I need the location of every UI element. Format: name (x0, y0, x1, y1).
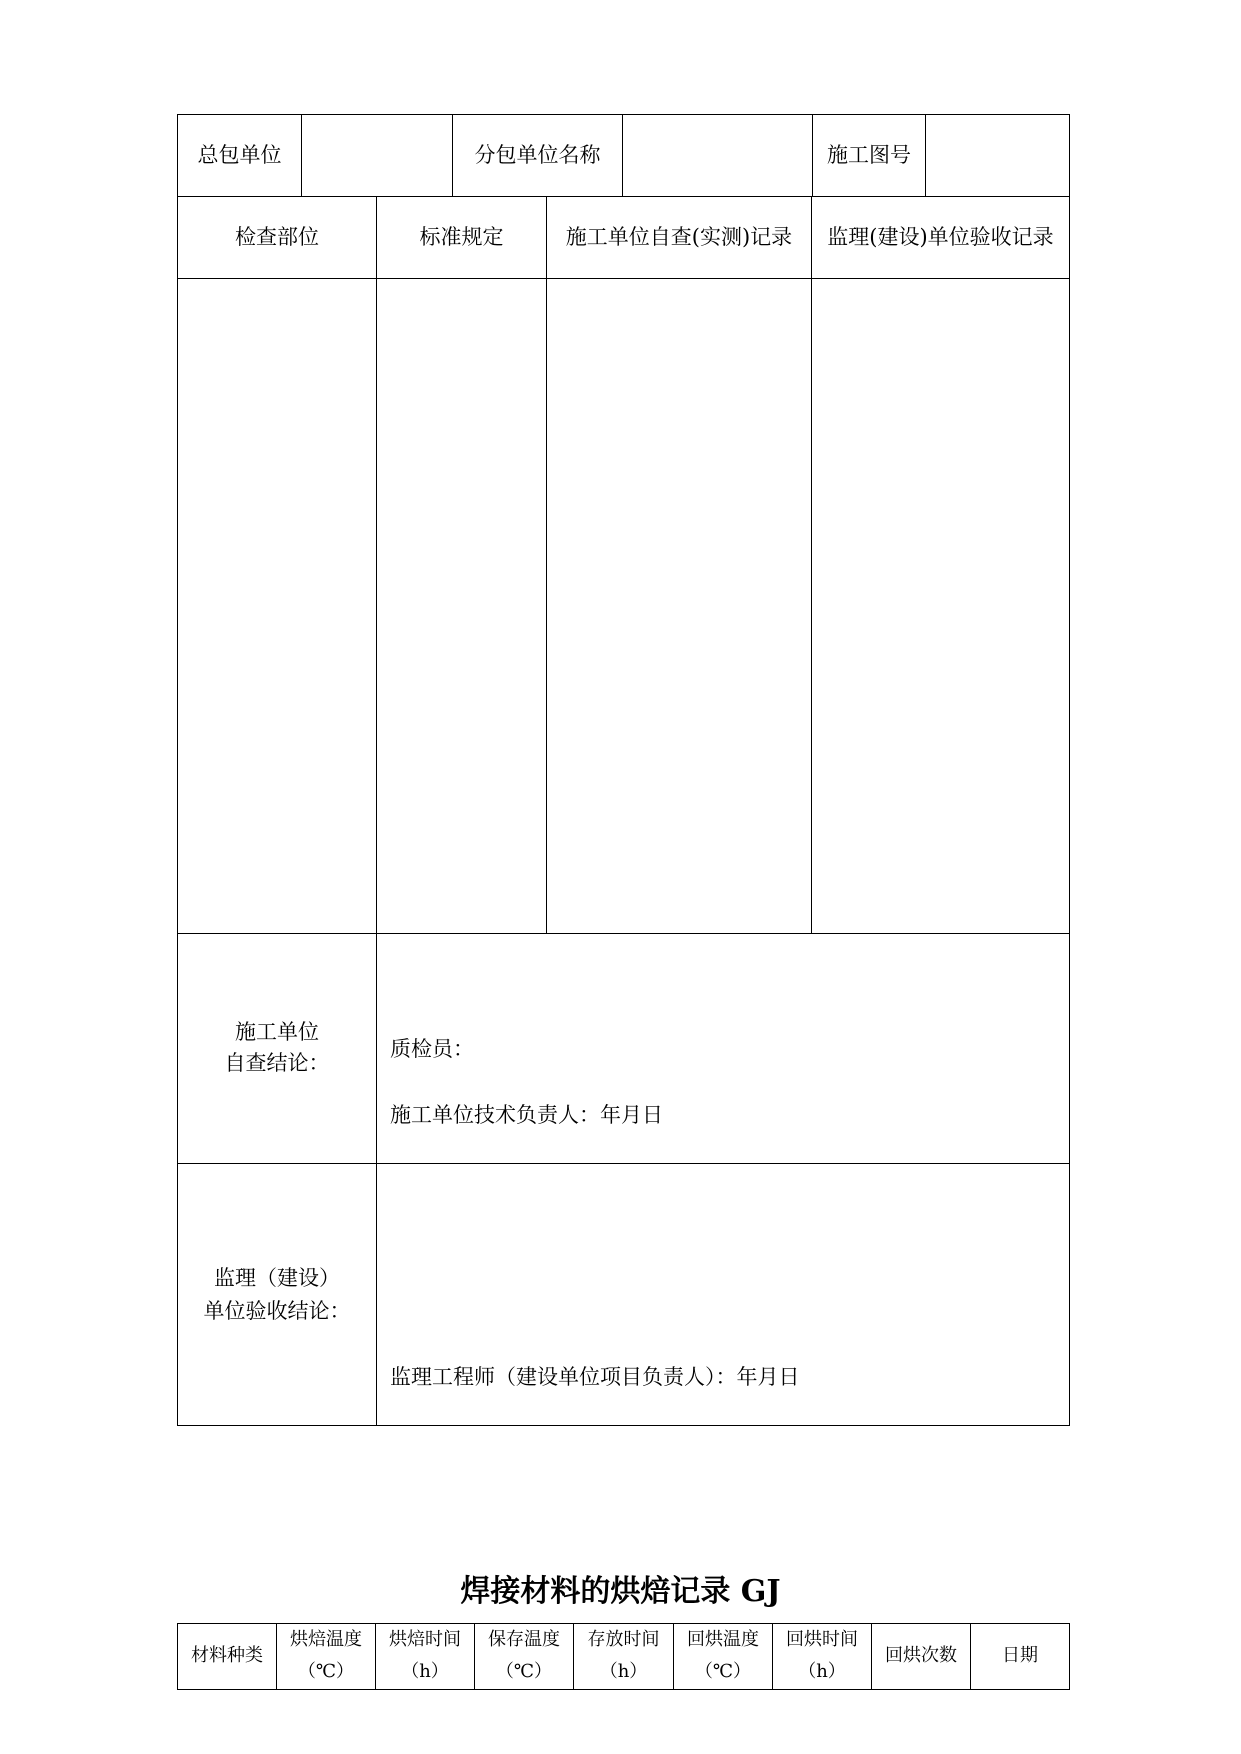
col-baking-time-unit: （h） (401, 1661, 449, 1682)
col-rebake-count: 回烘次数 (885, 1645, 957, 1666)
subcontractor-field[interactable] (623, 115, 812, 196)
col-storage-temp: 保存温度 (488, 1629, 560, 1650)
col-rebake-temp-unit: （℃） (694, 1661, 752, 1682)
supervising-engineer-label: 监理工程师（建设单位项目负责人）：年月日 (390, 1365, 800, 1389)
form-bottom-border (177, 1425, 1070, 1426)
general-contractor-field[interactable] (302, 115, 452, 196)
contractor-record-cell[interactable] (547, 279, 811, 933)
form-row-divider (177, 1163, 1070, 1164)
col-storage-time-unit: （h） (599, 1661, 648, 1682)
quality-inspector-label: 质检员： (390, 1037, 474, 1061)
contractor-tech-lead-label: 施工单位技术负责人：年月日 (390, 1103, 663, 1127)
supervisor-conclusion-label-1: 监理（建设） (214, 1266, 340, 1290)
baking-record-title: 焊接材料的烘焙记录 GJ (460, 1574, 781, 1609)
col-rebake-temp: 回烘温度 (687, 1629, 759, 1650)
form-row-divider (177, 933, 1070, 934)
col-baking-temp-unit: （℃） (297, 1661, 355, 1682)
contractor-conclusion-label-2: 自查结论： (224, 1051, 330, 1075)
general-contractor-label: 总包单位 (197, 143, 282, 167)
supervisor-record-cell[interactable] (812, 279, 1069, 933)
table-bottom-border (177, 1689, 1070, 1690)
header-supervisor-record: 监理(建设)单位验收记录 (827, 225, 1054, 249)
header-inspection-part: 检查部位 (235, 225, 319, 249)
drawing-no-field[interactable] (926, 115, 1069, 196)
col-baking-time: 烘焙时间 (389, 1629, 461, 1650)
table-right-border (1069, 1623, 1070, 1690)
col-rebake-time: 回烘时间 (786, 1629, 858, 1650)
header-contractor-record: 施工单位自查(实测)记录 (565, 225, 793, 249)
col-date: 日期 (1002, 1645, 1038, 1666)
form-row-divider (177, 196, 1070, 197)
col-rebake-time-unit: （h） (798, 1661, 846, 1682)
drawing-no-label: 施工图号 (827, 143, 911, 167)
col-material-type: 材料种类 (191, 1645, 263, 1666)
inspection-part-cell[interactable] (178, 279, 376, 933)
subcontractor-label: 分包单位名称 (474, 143, 601, 167)
col-storage-time: 存放时间 (587, 1629, 660, 1650)
header-standard: 标准规定 (419, 225, 504, 249)
standard-cell[interactable] (377, 279, 546, 933)
col-baking-temp: 烘焙温度 (290, 1629, 362, 1650)
supervisor-conclusion-label-2: 单位验收结论： (203, 1299, 351, 1323)
contractor-conclusion-label-1: 施工单位 (235, 1020, 319, 1044)
col-storage-temp-unit: （℃） (495, 1661, 553, 1682)
form-right-border (1069, 114, 1070, 1426)
